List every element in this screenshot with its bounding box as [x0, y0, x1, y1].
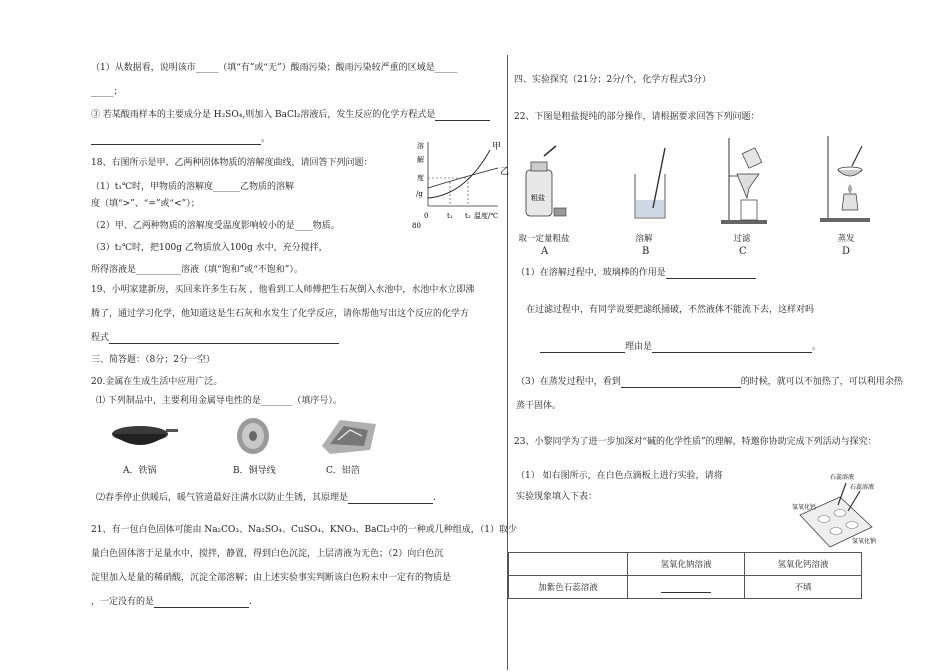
curve-jia — [428, 150, 490, 198]
plate-label: 氢氧化钠 — [852, 538, 877, 545]
q19-line-3-text: 程式 — [91, 333, 110, 343]
option-a: A．铁锅 — [123, 466, 157, 476]
caption-b: 溶解 — [635, 234, 653, 244]
series-label-yi: 乙 — [500, 167, 510, 177]
q22-reason-label: 理由是 — [625, 342, 653, 352]
q18-part-1: （1）t₁℃时，甲物质的溶解度______乙物质的溶解 — [91, 182, 295, 192]
q18-part-3: （3）t₂℃时，把100g 乙物质放入100g 水中，充分搅拌， — [91, 243, 328, 253]
apparatus-c-filter — [719, 138, 779, 226]
section-3-title: 三、简答题：（8分；2分一空） — [91, 355, 215, 365]
y-label-char: 度 — [417, 174, 424, 182]
table-cell[interactable] — [628, 576, 745, 599]
table-header-cell — [509, 553, 628, 576]
spot-plate-diagram — [790, 475, 875, 560]
table-row — [509, 576, 862, 599]
q22-part-3 — [516, 376, 903, 388]
q23-part-1b: 实验现象填入下表： — [516, 492, 598, 502]
letter-d: D — [842, 246, 851, 257]
plate-label: 氢氧化钙 — [792, 504, 817, 511]
table-cell: 不填 — [745, 576, 862, 599]
answer-blank[interactable] — [652, 342, 812, 353]
plate-label: 石蕊溶液 — [830, 474, 855, 481]
apparatus-b-beaker — [629, 148, 674, 228]
q18-stem: 18、右图所示是甲、乙两种固体物质的溶解度曲线，请回答下列问题： — [91, 158, 373, 168]
q21-line-3: 淀里加入是量的稀硝酸，沉淀全部溶解；由上述实验事实判断该白色粉末中一定有的物质是 — [91, 573, 452, 583]
caption-d: 蒸发 — [837, 234, 855, 244]
q19-line-2: 腾了，通过学习化学，他知道这是生石灰和水发生了化学反应，请你帮他写出这个反应的化学方 — [91, 309, 470, 319]
x-tick: t₁ — [447, 212, 453, 220]
answer-blank[interactable] — [435, 110, 490, 121]
q21-line-4-text: ，一定没有的是 — [91, 597, 155, 607]
answer-blank[interactable] — [540, 342, 625, 353]
answer-blank[interactable] — [348, 493, 433, 504]
q19-line-1: 19、小明家建新房，买回来许多生石灰 ，他看到工人师傅把生石灰倒入水池中，水池中水立即沸 — [91, 285, 475, 295]
y-tick: 80 — [412, 222, 421, 230]
left-column — [88, 0, 518, 672]
answer-blank[interactable] — [621, 377, 741, 388]
q22-stem: 22、下图是粗盐提纯的部分操作，请根据要求回答下列问题： — [514, 112, 760, 122]
aluminum-foil-image — [320, 416, 380, 456]
y-label-char: 溶 — [417, 142, 424, 150]
q22-part-3-text: （3）在蒸发过程中，看到 — [516, 377, 621, 387]
y-label-char: /g — [416, 190, 423, 198]
q18-part-3b: 所得溶液是__________溶液（填“饱和”或“不饱和”）。 — [91, 265, 303, 275]
q23-part-1: （1） 如右图所示，在白色点滴板上进行实验，请将 — [516, 471, 723, 481]
bottle-label: 粗盐 — [531, 194, 545, 202]
caption-a: 取一定量粗盐 — [518, 234, 570, 244]
q20-part-2: ⑵春季停止供暖后，暖气管道最好注满水以防止生锈，其原理是 . — [96, 493, 436, 503]
q21-line-4: ，一定没有的是 . — [91, 597, 252, 607]
letter-a: A — [541, 246, 549, 257]
x-tick: t₂ — [465, 212, 471, 220]
apparatus-d-evaporate — [820, 136, 880, 224]
y-label-char: 解 — [417, 156, 424, 164]
q22-part-2: 在过滤过程中，有同学说要把滤纸捅破，不然液体不能流下去，这样对吗 — [526, 305, 815, 315]
answer-blank[interactable] — [91, 134, 261, 145]
series-label-jia: 甲 — [492, 142, 502, 152]
answer-blank[interactable] — [666, 268, 756, 279]
q17-line-2 — [91, 109, 490, 121]
x-tick: 0 — [424, 212, 429, 220]
answer-blank[interactable] — [154, 597, 249, 608]
experiment-table — [508, 552, 862, 599]
apparatus-a-salt-bottle — [516, 148, 571, 228]
q23-stem: 23、小黎同学为了进一步加深对“碱的化学性质”的理解，特邀你协助完成下列活动与探究： — [514, 437, 877, 447]
q19-line-3 — [91, 332, 339, 344]
table-header-cell: 氢氧化钠溶液 — [628, 553, 745, 576]
option-c: C．铝箔 — [326, 466, 360, 476]
right-column — [512, 0, 903, 672]
caption-c: 过滤 — [733, 234, 751, 244]
solubility-graph — [410, 140, 510, 230]
q22-part-3-tail: 的时候，就可以不加热了，可以利用余热 — [740, 377, 903, 387]
q18-part-2: （2）甲、乙两种物质的溶解度受温度影响较小的是____物质。 — [91, 221, 340, 231]
option-b: B．铜导线 — [233, 466, 276, 476]
q18-part-1b: 度（填“>”、“=”或“<”）； — [91, 199, 200, 209]
answer-blank[interactable] — [109, 333, 339, 344]
q21-line-2: 量白色固体溶于足量水中，搅拌，静置，得到白色沉淀，上层清液为无色；（2）向白色沉 — [91, 549, 444, 559]
iron-wok-image — [108, 420, 178, 455]
q22-part-1-text: （1）在溶解过程中，玻璃棒的作用是 — [516, 268, 666, 278]
q17-line-3: 。 — [91, 133, 270, 145]
q22-part-3b: 蒸干固体。 — [516, 401, 562, 411]
q20-part-1: ⑴ 下列制品中，主要利用金属导电性的是_______（填序号）。 — [96, 396, 342, 406]
plate-label: 石蕊溶液 — [850, 484, 875, 491]
answer-blank[interactable] — [661, 582, 711, 593]
table-row-label: 加紫色石蕊溶液 — [509, 576, 628, 599]
letter-c: C — [739, 246, 747, 257]
q17-line-2-text: ③ 若某酸雨样本的主要成分是 H₂SO₄,则加入 BaCl₂溶液后，发生反应的化学方程式是 — [91, 110, 436, 120]
section-4-title: 四、实验探究（21分；2分/个，化学方程式3分） — [514, 75, 711, 85]
table-header-row — [509, 553, 862, 576]
x-axis-label: 温度/℃ — [474, 212, 499, 220]
q21-line-1: 21、有一包白色固体可能由 Na₂CO₃、Na₂SO₄、CuSO₄、KNO₃、BaCl₂中的一种或几种组成，（1）取少 — [91, 525, 518, 535]
letter-b: B — [642, 246, 650, 257]
q22-part-2-reason: 理由是 。 — [540, 341, 821, 353]
table-header-cell: 氢氧化钙溶液 — [745, 553, 862, 576]
q17-line-1: （1）从数据看，说明该市_____（填“有”或“无”）酸雨污染；酸雨污染较严重的区域是_____ — [91, 63, 458, 73]
copper-wire-image — [233, 416, 273, 456]
curve-yi — [428, 168, 498, 188]
q20-stem: 20.金属在生成生活中应用广泛。 — [91, 377, 223, 387]
q20-part-2-text: ⑵春季停止供暖后，暖气管道最好注满水以防止生锈，其原理是 — [96, 493, 349, 503]
q17-line-1b: _____； — [91, 87, 123, 97]
q22-part-1 — [516, 267, 756, 279]
